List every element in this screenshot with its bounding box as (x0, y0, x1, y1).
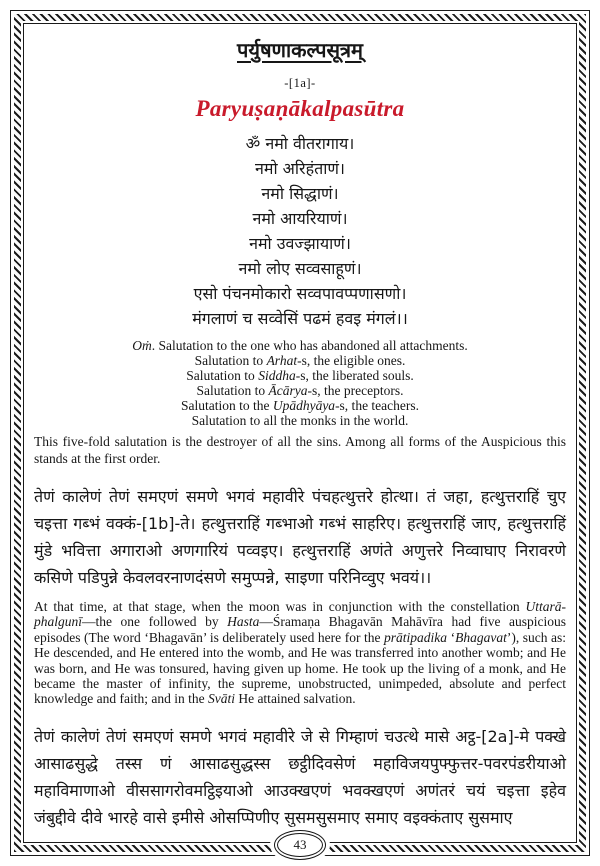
intro-paragraph: This five-fold salutation is the destroyer of all the sins. Among all forms of the Auspicious this stands at the first order. (34, 434, 566, 466)
salutation-line: Salutation to Siddha-s, the liberated souls. (186, 368, 414, 383)
title-devanagari: पर्युषणाकल्पसूत्रम् (237, 38, 363, 62)
invocation-line: एसो पंचनमोकारो सव्वपावप्पणासणो। (193, 284, 407, 303)
page-number-badge (277, 833, 323, 857)
prakrit-paragraph-1: तेणं कालेणं तेणं समएणं समणे भगवं महावीरे पंचहत्थुत्तरे होत्था। तं जहा, हत्थुत्तराहिं चुए चइत्ता गब्भं वक्कं-[1b]-ते। हत्थुत्तराहिं गब्भाओ गब्भं साहरिए। हत्थुत्तराहिं जाए, हत्थुत्तराहिं मुंडे भवित्ता अगाराओ अणगारियं पव्वइए। हत्थुत्तराहिं अणंते अणुत्तरे निव्वाघाए निरावरणे कसिणे पडिपुन्ने केवलवरनाणदंसणे समुप्पन्ने, साइणा परिनिव्वुए भवयं।। (34, 487, 566, 587)
salutation-line: Salutation to the Upādhyāya-s, the teachers. (180, 398, 420, 413)
invocation-line: नमो लोए सव्वसाहूणं। (238, 259, 362, 278)
salutation-line: Salutation to Ācārya-s, the preceptors. (196, 383, 404, 398)
salutation-block (34, 338, 566, 428)
invocation-line: मंगलाणं च सव्वेसिं पढमं हवइ मंगलं।। (192, 309, 408, 328)
page-number: 43 (293, 837, 307, 852)
invocation-line: नमो अरिहंताणं। (255, 159, 345, 178)
folio-marker: -[1a]- (284, 76, 316, 90)
invocation-line: ॐ नमो वीतरागाय। (245, 134, 355, 153)
translation-paragraph: At that time, at that stage, when the moon was in conjunction with the constellation Uttarā-phalgunī—the one followed by Hasta—Śramaṇa Bhagavān Mahāvīra had five auspicious episodes (The word ‘Bhagavān’ is deliberately used here for the prātipadika ‘Bhagavat’), such as: He descended, and He entered into the womb, and He was transferred into another womb; and He was born, and He was tonsured, having given up home. He took up the living of a monk, and He became the master of infinity, the supreme, unobstructed, unimpeded, absolute and perfect knowledge and faith; and in the Svāti He attained salvation. (34, 599, 567, 707)
title-transliteration: Paryuṣaṇākalpasūtra (195, 96, 405, 121)
salutation-line: Salutation to all the monks in the world. (191, 413, 409, 428)
invocation-line: नमो सिद्धाणं। (261, 184, 339, 203)
salutation-line: Oṁ. Salutation to the one who has abandoned all attachments. (132, 338, 468, 353)
salutation-line: Salutation to Arhat-s, the eligible ones. (194, 353, 406, 368)
invocation-line: नमो उवज्झायाणं। (249, 234, 351, 253)
invocation-block (34, 131, 566, 331)
page-content (34, 28, 566, 832)
prakrit-paragraph-2: तेणं कालेणं तेणं समएणं समणे भगवं महावीरे जे से गिम्हाणं चउत्थे मासे अट्ठ-[2a]-मे पक्खे आसाढसुद्धे तस्स णं आसाढसुद्धस्स छट्ठीदिवसेणं महाविजयपुफ्फुत्तर-पवरपंडरीयाओ महाविमाणाओ वीससागरोवमट्ठिइयाओ आउक्खएणं भवक्खएणं अणंतरं चयं चइत्ता इहेव जंबुद्दीवे दीवे भारहे वासे इमीसे ओसप्पिणीए सुसमसुसमाए समाए वइक्कंताए सुसमाए (34, 726, 566, 827)
invocation-line: नमो आयरियाणं। (252, 209, 348, 228)
